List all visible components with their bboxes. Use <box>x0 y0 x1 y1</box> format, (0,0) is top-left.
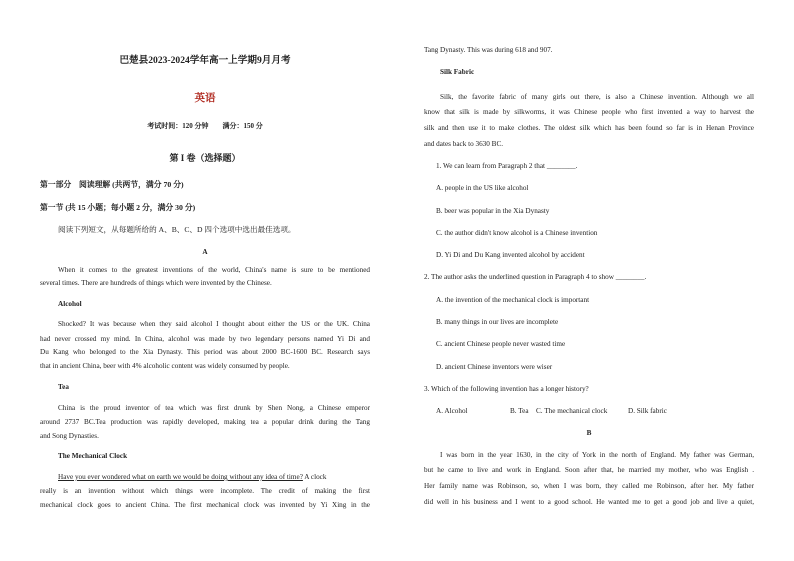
passage-b-label: B <box>586 429 592 437</box>
q3-option-a: A. Alcohol <box>436 407 468 415</box>
exam-title: 巴楚县2023-2024学年高一上学期9月月考 <box>119 55 291 66</box>
q3-option-d: D. Silk fabric <box>628 407 667 415</box>
silk-heading: Silk Fabric <box>440 68 475 76</box>
tea-heading: Tea <box>58 383 69 391</box>
exam-info: 考试时间：120 分钟 满分：150 分 <box>147 122 263 130</box>
question-2: 2. The author asks the underlined question in Paragraph 4 to show ________. <box>424 273 647 281</box>
passage-b-line: did well in his business and I went to a good school. He wanted me to get a good job and live a quiet, <box>424 498 754 506</box>
clock-line: really is an invention without which things were incomplete. The credit of making the first <box>40 487 370 495</box>
tea-line: and Song Dynasties. <box>40 432 99 440</box>
passage-b-line: Her family name was Robinson, so, when I was born, they called me Robinson, after her. My father <box>424 482 754 490</box>
instruction: 阅读下列短文，从每题所给的 A、B、C、D 四个选项中选出最佳选项。 <box>58 225 296 234</box>
alcohol-line: Shocked? It was because when they said alcohol I thought about either the US or the UK. China <box>58 320 370 328</box>
passage-b-line: but he came to live and work in England. Soon after that, he married my mother, who was English . <box>424 466 754 474</box>
passage-a-label: A <box>202 248 208 256</box>
silk-line: Silk, the favorite fabric of many girls out there, is also a Chinese invention. Although we all <box>440 93 754 101</box>
question-3: 3. Which of the following invention has a longer history? <box>424 385 589 393</box>
volume-title: 第 I 卷（选择题） <box>169 153 241 163</box>
q1-option-b: B. beer was popular in the Xia Dynasty <box>436 207 550 215</box>
clock-line: mechanical clock goes to ancient China. The first mechanical clock was invented by Yi Xing in the <box>40 501 370 509</box>
alcohol-line: had never crossed my mind. In China, alcohol was made by two legendary persons named Yi Di and <box>40 335 370 343</box>
passage-b-line: I was born in the year 1630, in the city of York in the north of England. My father was German, <box>440 451 754 459</box>
silk-line: and dates back to 3630 BC. <box>424 140 504 148</box>
q2-option-c: C. ancient Chinese people never wasted time <box>436 340 566 348</box>
question-1: 1. We can learn from Paragraph 2 that ________. <box>436 162 578 170</box>
section-one-heading: 第一节 (共 15 小题；每小题 2 分，满分 30 分) <box>40 203 196 212</box>
subject-title: 英语 <box>194 93 216 104</box>
silk-line: silk and then use it to make clothes. The oldest silk which has been found so far is in Henan Province <box>424 124 754 132</box>
clock-line <box>58 473 326 482</box>
alcohol-heading: Alcohol <box>58 300 82 308</box>
q1-option-a: A. people in the US like alcohol <box>436 184 529 192</box>
intro-line: several times. There are hundreds of things which were invented by the Chinese. <box>40 279 272 287</box>
q1-option-c: C. the author didn't know alcohol is a Chinese invention <box>436 229 598 237</box>
q1-option-d: D. Yi Di and Du Kang invented alcohol by accident <box>436 251 585 259</box>
clock-line-rest: A clock <box>302 473 327 481</box>
q2-option-a: A. the invention of the mechanical clock is important <box>436 296 590 304</box>
alcohol-line: Du Kang who belonged to the Xia Dynasty. This period was about 2000 BC-1600 BC. Research says <box>40 348 370 356</box>
q2-option-b: B. many things in our lives are incomplete <box>436 318 559 326</box>
underlined-question: Have you ever wondered what on earth we would be doing without any idea of time? <box>58 473 303 481</box>
q3-option-b: B. Tea <box>510 407 529 415</box>
part-one-heading: 第一部分 阅读理解 (共两节，满分 70 分) <box>40 180 184 189</box>
clock-heading: The Mechanical Clock <box>58 452 128 460</box>
silk-line: know that silk is made by silkworms, it was Chinese people who first invented a way to harvest the <box>424 108 754 116</box>
q3-option-c: C. The mechanical clock <box>536 407 608 415</box>
q2-option-d: D. ancient Chinese inventors were wiser <box>436 363 553 371</box>
tea-line: China is the proud inventor of tea which was first drunk by Shen Nong, a Chinese emperor <box>58 404 370 412</box>
tea-line: around 2737 BC.Tea production was rapidly developed, making tea a popular drink during the Tang <box>40 418 370 426</box>
alcohol-line: that in ancient China, beer with 4% alcoholic content was widely consumed by people. <box>40 362 290 370</box>
intro-line: When it comes to the greatest inventions of the world, China's name is sure to be mentioned <box>58 266 370 274</box>
clock-end-line: Tang Dynasty. This was during 618 and 907. <box>424 46 553 54</box>
